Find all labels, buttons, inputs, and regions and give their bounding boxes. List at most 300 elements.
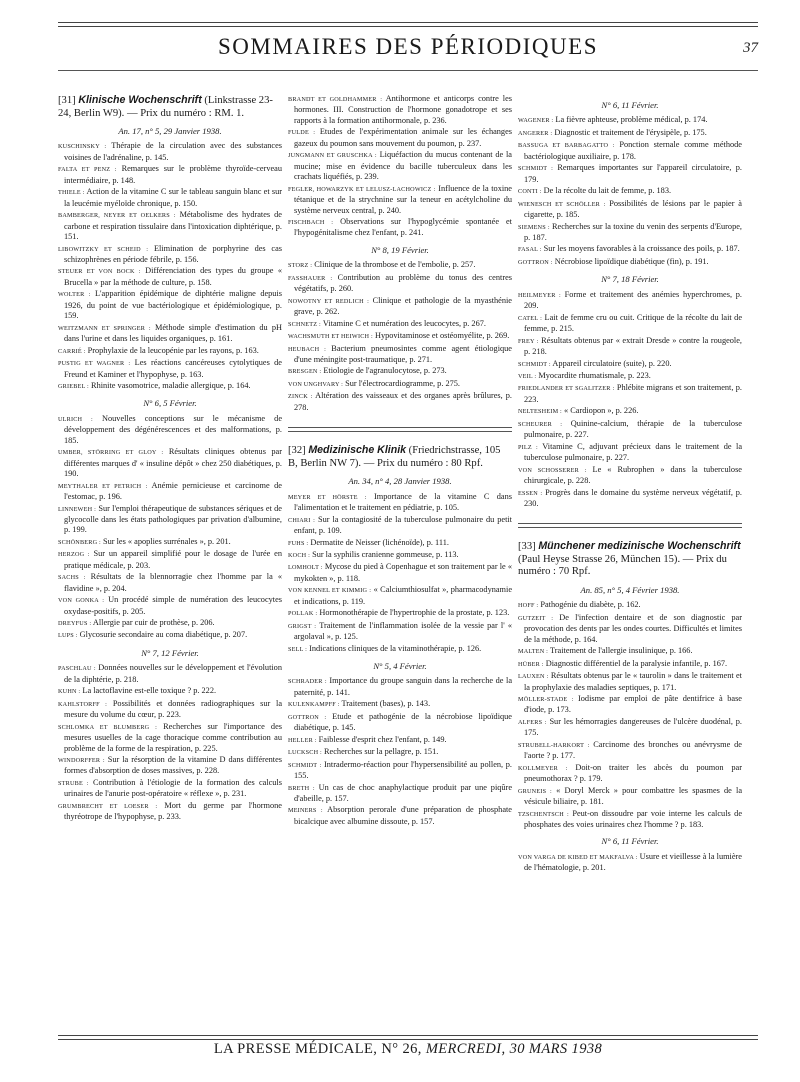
section-divider	[288, 427, 512, 432]
article-author: GRIGST :	[288, 622, 317, 630]
article-entry	[518, 852, 742, 874]
article-author: HERZOG :	[58, 551, 90, 559]
article-author: ULRICH :	[58, 415, 93, 423]
article-title: Un cas de choc anaphylactique produit par une piqûre d'abeille, p. 157.	[294, 782, 512, 804]
article-entry	[518, 290, 742, 312]
article-title: Lait de femme cru ou cuit. Critique de la récolte du lait de femme, p. 215.	[524, 312, 742, 334]
footer-line	[58, 1041, 758, 1058]
article-entry	[58, 358, 282, 380]
article-title: Diagnostic différentiel de la paralysie infantile, p. 167.	[543, 658, 728, 668]
article-entry	[518, 613, 742, 645]
header-rule	[58, 70, 758, 71]
article-entry	[288, 273, 512, 295]
article-entry	[58, 210, 282, 242]
article-title: Doit-on traiter les abcès du poumon par pneumothorax ? p. 179.	[524, 762, 742, 784]
article-title: Quinine-calcium, thérapie de la tuberculose pulmonaire, p. 227.	[524, 418, 742, 440]
journal-details: (Friedrichstrasse, 105 B, Berlin NW 7). — Prix du numéro : 80 Rpf.	[288, 445, 501, 469]
article-author: POLLAK :	[288, 610, 318, 618]
article-title: Allergie par cuir de prothèse, p. 206.	[91, 618, 215, 628]
article-entry	[518, 646, 742, 657]
article-author: HEUBACH :	[288, 345, 327, 353]
article-author: GRUNEIS :	[518, 787, 552, 795]
article-author: FRIEDLANDER ET SGALITZER :	[518, 385, 615, 393]
article-entry	[58, 504, 282, 536]
article-author: MEINERS :	[288, 807, 323, 815]
footer-journal: LA PRESSE MÉDICALE,	[213, 1041, 378, 1057]
article-author: GRUMBRECHT ET LOESER :	[58, 802, 158, 810]
article-entry	[58, 537, 282, 548]
article-entry	[288, 319, 512, 330]
article-title: Prophylaxie de la leucopénie par les rayons, p. 163.	[85, 345, 259, 355]
article-title: Iodisme par emploi de pâte dentifrice à base d'iode, p. 173.	[524, 693, 742, 715]
article-entry	[58, 381, 282, 392]
article-title: Traitement de l'inflammation isolée de la vessie par l' « argolaval », p. 125.	[294, 620, 512, 642]
article-entry	[518, 786, 742, 808]
article-author: SCHRADER :	[288, 678, 327, 686]
article-entry	[518, 442, 742, 464]
article-entry	[58, 699, 282, 721]
article-entry	[58, 164, 282, 186]
article-entry	[518, 140, 742, 162]
article-author: HÜBER :	[518, 660, 544, 668]
article-author: WINDORFFER :	[58, 757, 105, 765]
article-author: PASCHLAU :	[58, 665, 96, 673]
article-entry	[518, 488, 742, 510]
article-entry	[288, 379, 512, 390]
article-title: La lactoflavine est-elle toxique ? p. 222.	[80, 686, 217, 696]
article-author: MEYTHALER ET PETRICH :	[58, 482, 148, 490]
article-author: WOLTER :	[58, 291, 91, 299]
issue-heading: An. 17, n° 5, 29 Janvier 1938.	[118, 126, 222, 136]
article-entry	[288, 699, 512, 710]
article-title: Appareil circulatoire (suite), p. 220.	[550, 358, 672, 368]
article-title: Indications cliniques de la vitaminothérapie, p. 126.	[307, 643, 482, 653]
article-entry	[58, 755, 282, 777]
article-title: Thérapie de la circulation avec des substances voisines de l'adrénaline, p. 145.	[64, 141, 282, 162]
article-author: NOWOTNY ET REDLICH :	[288, 297, 370, 305]
article-title: Nouvelles conceptions sur le mécanisme de développement des dégénérescences et des malformations, p. 185.	[64, 413, 282, 445]
article-entry	[518, 313, 742, 335]
article-author: VON UNGHVARY :	[288, 380, 344, 388]
article-title: Anémie pernicieuse et carcinome de l'estomac, p. 196.	[64, 480, 282, 502]
article-author: WIENESCH ET SCHÖLLER :	[518, 200, 606, 208]
article-title: Importance du groupe sanguin dans la recherche de la paternité, p. 141.	[294, 676, 512, 697]
page-number: 37	[743, 40, 758, 56]
article-title: Progrès dans le domaine du système nerveux végétatif, p. 230.	[524, 487, 742, 508]
article-author: VEIL :	[518, 372, 537, 380]
article-title: De la récolte du lait de femme, p. 183.	[541, 186, 672, 196]
article-title: Sur la contagiosité de la tuberculose pulmonaire du petit enfant, p. 109.	[294, 514, 512, 536]
article-title: Vitamine C et numération des leucocytes, p. 267.	[320, 318, 486, 328]
article-author: SCHEURER :	[518, 420, 563, 428]
article-author: HOFF :	[518, 602, 539, 610]
article-title: Remarques sur le problème thyroïde-cerveau intermédiaire, p. 148.	[64, 164, 282, 185]
column-1	[58, 94, 282, 1036]
issue-heading: N° 5, 4 Février.	[373, 661, 427, 672]
article-title: Résultats obtenus par « extrait Dresde » contre la rougeole, p. 218.	[524, 335, 742, 357]
article-author: SIEMENS :	[518, 223, 550, 231]
article-title: Traitement (bases), p. 143.	[339, 699, 431, 709]
article-author: HELLER :	[288, 736, 317, 744]
article-entry	[518, 186, 742, 197]
article-title: Altération des vaisseaux et des organes après brûlures, p. 278.	[294, 391, 512, 412]
article-entry	[288, 550, 512, 561]
article-entry	[518, 371, 742, 382]
article-entry	[288, 621, 512, 643]
article-author: WEITZMANN ET SPRINGER :	[58, 324, 151, 332]
article-title: Forme et traitement des anémies hyperchromes, p. 209.	[524, 289, 742, 311]
article-entry	[288, 515, 512, 537]
article-author: DREYFUS :	[58, 620, 92, 628]
article-author: KUHN :	[58, 688, 81, 696]
journal-number: [32]	[288, 445, 306, 457]
article-title: Contribution au problème du tonus des centres végétatifs, p. 260.	[294, 272, 512, 294]
journal-details: (Linkstrasse 23-24, Berlin W9). — Prix du numéro : RM. 1.	[58, 95, 273, 119]
issue-heading: N° 6, 11 Février.	[601, 100, 659, 110]
journal-details: (Paul Heyse Strasse 26, München 15). — Prix du numéro : 70 Rpf.	[518, 553, 727, 578]
article-entry	[288, 94, 512, 126]
article-title: De l'infection dentaire et de son diagnostic par provocation des dents par les ondes courtes. Difficultés et limites de la méthode, p. 164.	[524, 612, 742, 644]
article-entry	[518, 809, 742, 831]
article-entry	[58, 244, 282, 266]
article-entry	[288, 331, 512, 342]
article-author: SCHMIDT :	[518, 165, 554, 173]
article-title: Usure et vieillesse à la lumière de l'hématologie, p. 201.	[524, 851, 742, 873]
article-entry	[518, 336, 742, 358]
article-title: Résultats obtenus par le « taurolin » dans le traitement et la prophylaxie des maladies septiques, p. 171.	[524, 671, 742, 692]
article-title: « Doryl Merck » pour combattre les spasmes de la vésicule biliaire, p. 181.	[524, 785, 742, 807]
article-entry	[288, 747, 512, 758]
article-entry	[518, 199, 742, 221]
article-title: Mort du germe par l'hormone thyréotrope de l'hypophyse, p. 233.	[64, 800, 282, 822]
article-entry	[288, 538, 512, 549]
article-author: ZINCK :	[288, 393, 313, 401]
article-author: SCHÖNBERG :	[58, 538, 101, 546]
article-author: PILZ :	[518, 443, 538, 451]
footer-day: MERCREDI,	[425, 1041, 506, 1057]
article-title: Importance de la vitamine C dans l'alimentation et le traitement en pédiatrie, p. 105.	[294, 491, 512, 513]
article-entry	[518, 717, 742, 739]
article-author: ANGERER :	[518, 129, 553, 137]
article-title: Intradermo-réaction pour l'hypersensibilité au pollen, p. 155.	[294, 759, 512, 781]
issue-heading: N° 8, 19 Février.	[371, 244, 429, 255]
article-author: KOLLMEYER :	[518, 764, 568, 772]
article-title: Etiologie de l'agranulocytose, p. 273.	[321, 366, 447, 376]
article-entry	[288, 712, 512, 734]
article-entry	[288, 260, 512, 271]
article-entry	[58, 187, 282, 209]
article-title: Sur un appareil simplifié pour le dosage de l'urée en pratique médicale, p. 203.	[64, 549, 282, 570]
issue-heading: N° 7, 18 Février.	[601, 274, 659, 285]
article-author: STRUBELL-HARKORT :	[518, 741, 590, 749]
article-entry	[288, 184, 512, 216]
article-title: Vitamine C, adjuvant précieux dans le traitement de la tuberculose pulmonaire, p. 227.	[524, 441, 742, 463]
article-author: KUSCHINSKY :	[58, 143, 107, 151]
article-entry	[518, 222, 742, 244]
article-entry	[288, 608, 512, 619]
article-entry	[518, 671, 742, 693]
article-entry	[518, 740, 742, 762]
article-author: ESSEN :	[518, 489, 543, 497]
article-author: VON GONKA :	[58, 597, 105, 605]
article-author: STRUBE :	[58, 779, 89, 787]
column-2	[288, 94, 512, 1036]
article-author: CATEL :	[518, 314, 543, 322]
article-title: Différenciation des types du groupe « Brucella » par la méthode de culture, p. 158.	[64, 266, 282, 287]
article-entry	[58, 289, 282, 321]
article-author: HEILMEYER :	[518, 291, 561, 299]
footer-double-rule	[58, 1035, 758, 1040]
article-author: JUNGMANN ET GRUSCHKA :	[288, 152, 377, 160]
article-author: VON VARGA DE KIBED ET MAKFALVA :	[518, 853, 638, 861]
top-double-rule	[58, 22, 758, 27]
article-title: Nécrobiose lipoïdique diabétique (fin), p. 191.	[552, 256, 709, 266]
article-author: FASSHAUER :	[288, 274, 333, 282]
article-title: Sur les hémorragies dangereuses de l'ulcère duodénal, p. 175.	[524, 716, 742, 738]
article-title: Etudes de l'expérimentation animale sur les échanges gazeux du poumon sans mouvement du poumon, p. 237.	[294, 127, 512, 148]
article-author: FULDE :	[288, 129, 316, 137]
article-entry	[518, 694, 742, 716]
article-entry	[288, 150, 512, 182]
article-author: LUPS :	[58, 632, 78, 640]
article-entry	[518, 659, 742, 670]
article-title: Sur les « apoplies surrénales », p. 201.	[100, 536, 231, 546]
article-author: SCHMIDT :	[518, 360, 551, 368]
article-title: Observations sur l'hypoglycémie spontanée et l'hypogénitalisme chez l'enfant, p. 241.	[294, 216, 512, 238]
article-title: Traitement de l'allergie insulinique, p. 166.	[548, 646, 693, 656]
article-entry	[288, 783, 512, 805]
article-title: La fièvre aphteuse, problème médical, p. 174.	[553, 115, 708, 125]
article-author: BASSUGA ET BARBAGATTO :	[518, 142, 615, 150]
journal-name: Münchener medizinische Wochenschrift	[538, 540, 741, 553]
article-title: Bacterium pneumosintes comme agent étiologique d'une méningite post-traumatique, p. 271.	[294, 343, 512, 364]
journal-heading	[288, 444, 512, 470]
article-title: Diagnostic et traitement de l'érysipèle, p. 175.	[552, 127, 707, 137]
article-entry	[518, 257, 742, 268]
issue-heading: N° 7, 12 Février.	[141, 647, 199, 658]
article-author: TZSCHENTSCH :	[518, 810, 569, 818]
article-title: Résultats cliniques obtenus par différentes marques d' « insuline dépôt » chez 250 diabétiques, p. 190.	[64, 447, 282, 479]
footer-issue-number: N° 26,	[381, 1041, 422, 1057]
article-title: Remarques importantes sur l'appareil circulatoire, p. 179.	[524, 163, 742, 184]
article-title: Métabolisme des hydrates de carbone et respiration tissulaire dans l'intoxication diphtérique, p. 151.	[64, 210, 282, 242]
article-title: Absorption perorale d'une préparation de phosphate bicalcique avec albumine dissoute, p. 157.	[294, 805, 512, 826]
journal-name: Medizinische Klinik	[308, 444, 407, 457]
article-author: VON SCHOSSERER :	[518, 466, 587, 474]
article-title: Action de la vitamine C sur le tableau sanguin blanc et sur la leucémie myéloïde chronique, p. 150.	[64, 187, 282, 208]
article-title: Sur la syphilis cranienne gommeuse, p. 113.	[310, 549, 459, 559]
article-author: LOMHOLT :	[288, 564, 323, 572]
article-title: Mycose du pied à Copenhague et son traitement par le « mykokten », p. 118.	[294, 562, 512, 583]
article-title: Données nouvelles sur le développement et l'évolution de la diphtérie, p. 218.	[64, 663, 282, 684]
article-title: Phlébite migrans et son traitement, p. 223.	[524, 383, 742, 404]
column-3	[518, 94, 742, 1036]
article-entry	[518, 600, 742, 611]
article-entry	[58, 595, 282, 617]
issue-heading: N° 6, 5 Février.	[143, 398, 197, 409]
journal-heading	[518, 540, 742, 579]
article-author: MÖLLER-STADE :	[518, 695, 574, 703]
article-entry	[518, 406, 742, 417]
issue-heading: An. 85, n° 5, 4 Février 1938.	[580, 584, 680, 595]
article-author: FREY :	[518, 337, 539, 345]
article-title: Hypovitaminose et ostéomyélite, p. 269.	[372, 331, 510, 341]
article-entry	[518, 115, 742, 126]
journal-number: [33]	[518, 541, 536, 553]
journal-name: Klinische Wochenschrift	[78, 94, 202, 106]
article-entry	[58, 618, 282, 629]
running-title: SOMMAIRES DES PÉRIODIQUES	[218, 34, 598, 59]
article-entry	[288, 492, 512, 514]
article-author: KAHLSTORFF :	[58, 700, 108, 708]
article-author: CHIARI :	[288, 516, 316, 524]
article-title: Les réactions cancéreuses cytolytiques de Freund et Kaminer et l'hypophyse, p. 163.	[64, 358, 282, 379]
article-title: Recherches sur la toxine du venin des serpents d'Europe, p. 187.	[524, 221, 742, 242]
article-entry	[288, 735, 512, 746]
footer-date: 30 MARS 1938	[509, 1041, 603, 1057]
article-title: Peut-on dissoudre par voie interne les calculs de phosphates des voies urinaires chez l'homme ? p. 183.	[524, 808, 742, 829]
article-author: KULENKAMPFF :	[288, 701, 340, 709]
article-entry	[58, 346, 282, 357]
article-author: GUTZEIT :	[518, 614, 554, 622]
article-entry	[58, 572, 282, 594]
article-entry	[288, 296, 512, 318]
article-title: Sur la résorption de la vitamine D dans différentes formes d'absorption de doses massives, p. 228.	[64, 755, 282, 776]
article-entry	[518, 383, 742, 405]
article-author: BRANDT ET GOLDHAMMER :	[288, 96, 383, 103]
article-title: Recherches sur l'importance des mesures usuelles de la cage thoracique comme contribution au problème de la forme de la respiration, p. 225.	[64, 721, 282, 753]
article-author: UMBER, STÖRRING ET GLOY :	[58, 449, 164, 457]
article-title: Myocardite rhumatismale, p. 223.	[536, 370, 651, 380]
article-author: SACHS :	[58, 574, 86, 582]
article-entry	[518, 763, 742, 785]
article-title: « Calciumthiosulfat », pharmacodynamie et indications, p. 119.	[294, 585, 512, 606]
article-entry	[58, 266, 282, 288]
article-author: THIELE :	[58, 189, 85, 197]
article-author: STORZ :	[288, 262, 313, 270]
article-author: VON KENNEL ET KIMMIG :	[288, 587, 372, 595]
article-author: WACHSMUTH ET HEIWICH :	[288, 333, 373, 341]
article-entry	[518, 419, 742, 441]
article-author: GOTTRON :	[518, 258, 553, 266]
article-entry	[58, 323, 282, 345]
article-entry	[518, 244, 742, 255]
article-entry	[288, 391, 512, 413]
article-title: Sur l'emploi thérapeutique de substances sériques et de glycocolle dans les états pathologiques par privation d'albumine, p. 199.	[64, 503, 282, 535]
issue-heading: N° 6, 11 Février.	[601, 836, 659, 847]
article-title: Résultats de la blennorragie chez l'homme par la « flavidine », p. 204.	[64, 572, 282, 593]
article-title: Méthode simple d'estimation du pH dans l'urine et dans les liquides organiques, p. 161.	[64, 322, 282, 344]
article-entry	[518, 163, 742, 185]
article-author: LUCKSCH :	[288, 749, 322, 757]
article-title: Possibilités et données radiographiques sur la mesure du volume du cœur, p. 223.	[64, 698, 282, 720]
article-author: STEUER ET VON BOCK :	[58, 268, 141, 276]
article-entry	[518, 465, 742, 487]
article-author: SCHNETZ :	[288, 320, 321, 328]
article-title: Clinique et pathologie de la myasthénie grave, p. 262.	[294, 295, 512, 317]
article-entry	[288, 562, 512, 584]
article-title: Carcinome des bronches ou anévrysme de l'aorte ? p. 177.	[524, 739, 742, 761]
article-author: LINNEWEH :	[58, 505, 97, 513]
article-author: LAUXEN :	[518, 673, 549, 681]
article-title: Elimination de porphyrine des cas schizophrènes en période fébrile, p. 156.	[64, 243, 282, 264]
article-entry	[58, 481, 282, 503]
article-title: Sur l'électrocardiogramme, p. 275.	[343, 378, 460, 388]
article-author: GRIEBEL :	[58, 382, 89, 390]
article-entry	[58, 630, 282, 641]
article-author: KOCH :	[288, 551, 310, 559]
journal-number: [31]	[58, 95, 76, 106]
article-entry	[58, 686, 282, 697]
article-entry	[288, 127, 512, 149]
article-entry	[58, 549, 282, 571]
article-title: Etude et pathogénie de la nécrobiose lipoïdique diabétique, p. 145.	[294, 711, 512, 733]
article-author: SCHLOMKA ET BLUMBERG :	[58, 723, 158, 731]
article-author: FISCHBACH :	[288, 218, 334, 226]
article-entry	[58, 801, 282, 823]
article-entry	[58, 447, 282, 479]
article-author: MALTEN :	[518, 648, 549, 656]
article-title: Clinique de la thrombose et de l'embolie, p. 257.	[312, 260, 476, 270]
article-entry	[288, 217, 512, 239]
article-title: L'apparition épidémique de diphtérie maligne depuis 1926, du point de vue bactériologique et épidémiologique, p. 159.	[64, 289, 282, 321]
section-divider	[518, 523, 742, 528]
journal-heading	[58, 94, 282, 120]
article-title: Le « Rubrophen » dans la tuberculose chirurgicale, p. 228.	[524, 464, 742, 486]
article-entry	[288, 805, 512, 827]
article-title: « Cardiopon », p. 226.	[561, 406, 639, 416]
article-author: FASAL :	[518, 246, 542, 254]
article-author: BRETH :	[288, 784, 315, 792]
article-author: SCHMIDT :	[288, 761, 322, 769]
article-title: Sur les moyens favorables à la croissance des poils, p. 187.	[541, 244, 740, 254]
article-entry	[288, 344, 512, 366]
article-author: NELTESHEIM :	[518, 408, 562, 416]
article-entry	[288, 644, 512, 655]
issue-heading: An. 34, n° 4, 28 Janvier 1938.	[348, 476, 452, 487]
article-author: SELL :	[288, 645, 308, 653]
article-entry	[288, 585, 512, 607]
article-author: FALTA ET PENZ :	[58, 166, 117, 174]
article-author: WAGENER :	[518, 117, 554, 125]
article-title: Dermatite de Neisser (lichénoïde), p. 111.	[308, 537, 449, 547]
article-title: Hormonothérapie de l'hypertrophie de la prostate, p. 123.	[317, 608, 510, 618]
article-entry	[58, 663, 282, 685]
article-author: GOTTRON :	[288, 713, 327, 721]
article-title: Un procédé simple de numération des leucocytes oxydase-positifs, p. 205.	[64, 595, 282, 616]
article-title: Influence de la toxine tétanique et de la strychnine sur la teneur en acétylcholine du système nerveux central, p. 240.	[294, 183, 512, 215]
article-title: Faiblesse d'esprit chez l'enfant, p. 149.	[316, 734, 447, 744]
article-title: Rhinite vasomotrice, maladie allergique, p. 164.	[88, 380, 251, 390]
article-author: BAMBERGER, NEYER ET OELKERS :	[58, 212, 176, 220]
article-author: FEGLER, HOWARZYK ET LELUSZ-LACHOWICZ :	[288, 185, 436, 193]
article-title: Contribution à l'étiologie de la formation des calculs urinaires de l'anurie post-opératoire « réflexe », p. 231.	[64, 777, 282, 799]
article-title: Recherches sur la pellagre, p. 151.	[321, 747, 439, 757]
article-title: Ponction sternale comme méthode bactériologique auxiliaire, p. 178.	[524, 140, 742, 161]
article-author: PUSTIG ET WAGNER :	[58, 360, 131, 368]
article-entry	[58, 778, 282, 800]
article-author: CONTI :	[518, 188, 542, 196]
article-title: Liquéfaction du mucus contenant de la mucine; mise en évidence du bacille tuberculeux dans les crachats liquéfiés, p. 239.	[294, 150, 512, 182]
article-author: MEYER ET HÖRSTE :	[288, 493, 367, 501]
article-title: Antihormone et anticorps contre les hormones. III. Construction de l'hormone gonadotrope et ses rapports à la formation antihormonale, p. 236.	[294, 94, 512, 125]
article-entry	[288, 676, 512, 698]
article-author: CARRIÉ :	[58, 347, 86, 355]
article-author: FUHS :	[288, 539, 309, 547]
article-title: Possibilités de lésions par le papier à cigarette, p. 185.	[524, 198, 742, 220]
article-author: BRESGEN :	[288, 368, 322, 376]
article-entry	[58, 141, 282, 163]
